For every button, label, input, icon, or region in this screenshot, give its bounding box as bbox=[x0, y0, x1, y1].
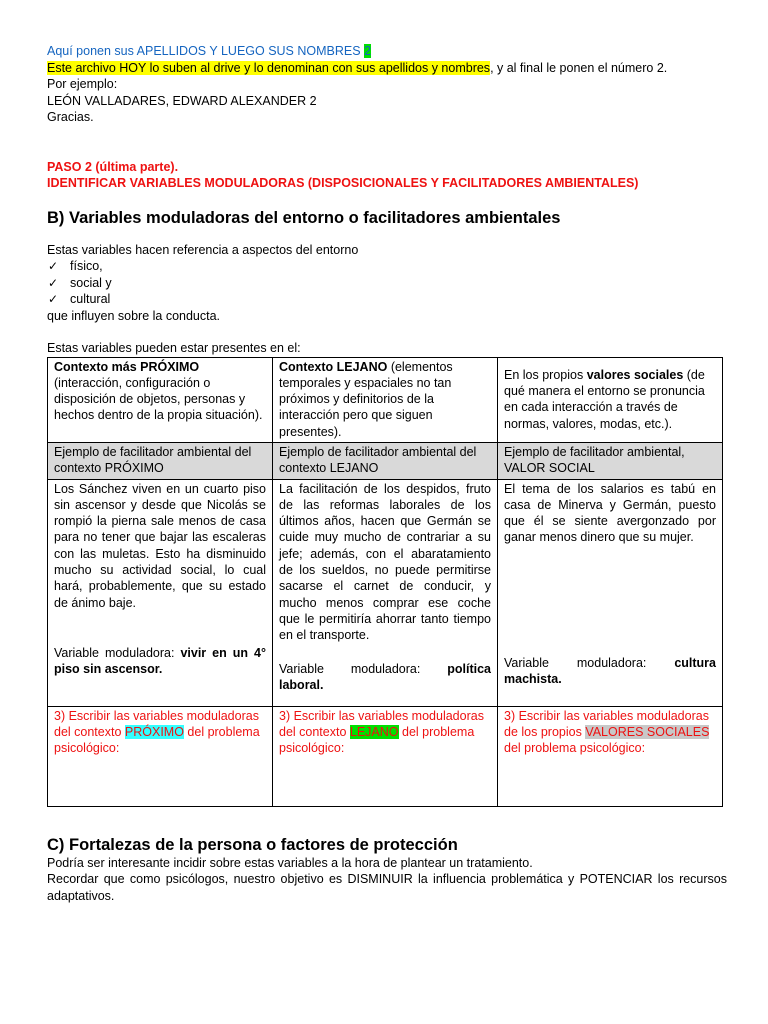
proximo-example-text: Los Sánchez viven en un cuarto piso sin ascensor y desde que Nicolás se rompió la pierna sale menos de casa para no tener que bajar las escaleras con las muletas. Esto ha disminuido mucho su actividad social, lo cual hará, probablemente, que su estado de ánimo baje. bbox=[54, 481, 266, 610]
cell-lejano-example-label: Ejemplo de facilitador ambiental del contexto LEJANO bbox=[273, 442, 498, 479]
cell-valores-example bbox=[498, 479, 723, 706]
section-b-heading: B) Variables moduladoras del entorno o facilitadores ambientales bbox=[47, 208, 561, 227]
step-title: PASO 2 (última parte). bbox=[47, 159, 179, 174]
lejano-variable: Variable moduladora: política laboral. bbox=[279, 661, 491, 692]
step-subtitle: IDENTIFICAR VARIABLES MODULADORAS (DISPOSICIONALES Y FACILITADORES AMBIENTALES) bbox=[47, 176, 639, 190]
proximo-variable: Variable moduladora: vivir en un 4° piso sin ascensor. bbox=[54, 645, 266, 677]
cell-lejano-header: Contexto LEJANO (elementos temporales y espaciales no tan próximos y definitorios de la interacción pero que siguen presentes). bbox=[273, 357, 498, 442]
list-item: ✓ social y bbox=[48, 275, 112, 290]
list-item: ✓ físico, bbox=[48, 259, 103, 273]
intro-example-name: LEÓN VALLADARES, EDWARD ALEXANDER 2 bbox=[47, 93, 317, 108]
context-table bbox=[47, 357, 723, 807]
section-c-line-2: Recordar que como psicólogos, nuestro objetivo es DISMINUIR la influencia problemática y POTENCIAR los recursos adaptativos. bbox=[47, 872, 727, 903]
document-page bbox=[47, 43, 727, 904]
table-row bbox=[48, 479, 723, 706]
check-icon: ✓ bbox=[48, 259, 59, 273]
intro-line-2 bbox=[47, 60, 727, 77]
section-c-heading: C) Fortalezas de la persona o factores de protección bbox=[47, 835, 458, 854]
intro-block bbox=[47, 43, 727, 126]
intro-example-label: Por ejemplo: bbox=[47, 77, 118, 91]
cell-lejano-example bbox=[273, 479, 498, 706]
intro-name-instruction: Aquí ponen sus APELLIDOS Y LUEGO SUS NOMBRES bbox=[47, 44, 361, 58]
cell-valores-example-label: Ejemplo de facilitador ambiental, VALOR SOCIAL bbox=[498, 442, 723, 479]
section-c-line-1: Podría ser interesante incidir sobre estas variables a la hora de plantear un tratamiento. bbox=[47, 855, 533, 870]
check-icon: ✓ bbox=[48, 275, 59, 290]
intro-thanks: Gracias. bbox=[47, 110, 94, 124]
table-row bbox=[48, 442, 723, 479]
section-b-lead: Estas variables hacen referencia a aspectos del entorno bbox=[47, 242, 359, 257]
valores-example-text: El tema de los salarios es tabú en casa de Minerva y Germán, puesto que él se siente avergonzado por ganar menos dinero que su mujer. bbox=[504, 481, 716, 545]
check-icon: ✓ bbox=[48, 292, 59, 306]
list-item: ✓ cultural bbox=[48, 292, 111, 306]
table-row bbox=[48, 706, 723, 806]
cell-proximo-example bbox=[48, 479, 273, 706]
valores-variable: Variable moduladora: cultura machista. bbox=[504, 655, 716, 686]
intro-upload-highlight: Este archivo HOY lo suben al drive y lo denominan con sus apellidos y nombres bbox=[47, 60, 491, 75]
cell-valores-header: En los propios valores sociales (de qué manera el entorno se pronuncia en cada interacción a través de normas, valores, modas, etc.). bbox=[498, 357, 723, 442]
table-intro: Estas variables pueden estar presentes en el: bbox=[47, 341, 301, 355]
intro-number-highlight: 2 bbox=[364, 44, 372, 58]
environment-aspects-list bbox=[47, 258, 727, 308]
proximo-highlight: PRÓXIMO bbox=[124, 724, 184, 739]
cell-valores-task: 3) Escribir las variables moduladoras de los propios VALORES SOCIALES del problema psicológico: bbox=[498, 706, 723, 806]
cell-lejano-task: 3) Escribir las variables moduladoras del contexto LEJANO del problema psicológico: bbox=[273, 706, 498, 806]
cell-proximo-header: Contexto más PRÓXIMO (interacción, configuración o disposición de objetos, personas y hechos dentro de la propia situación). bbox=[48, 357, 273, 442]
valores-highlight: VALORES SOCIALES bbox=[585, 724, 710, 739]
lejano-highlight: LEJANO bbox=[349, 724, 399, 739]
section-b-follow: que influyen sobre la conducta. bbox=[47, 308, 221, 323]
cell-proximo-example-label: Ejemplo de facilitador ambiental del contexto PRÓXIMO bbox=[48, 442, 273, 479]
lejano-example-text: La facilitación de los despidos, fruto de las reformas laborales de los últimos años, hacen que Germán se cuide muy mucho de contrariar a su jefe; además, con el abaratamiento de los sueldos, no puede permitirse sacarse el carnet de conducir, y mucho menos comprar ese coche que le permitiría ahorrar tanto tiempo en el transporte. bbox=[279, 481, 491, 643]
cell-proximo-task: 3) Escribir las variables moduladoras del contexto PRÓXIMO del problema psicológico: bbox=[48, 706, 273, 806]
table-row bbox=[48, 357, 723, 442]
intro-upload-rest: , y al final le ponen el número 2. bbox=[490, 60, 668, 75]
step-block bbox=[47, 159, 727, 192]
intro-line-1 bbox=[47, 43, 727, 60]
